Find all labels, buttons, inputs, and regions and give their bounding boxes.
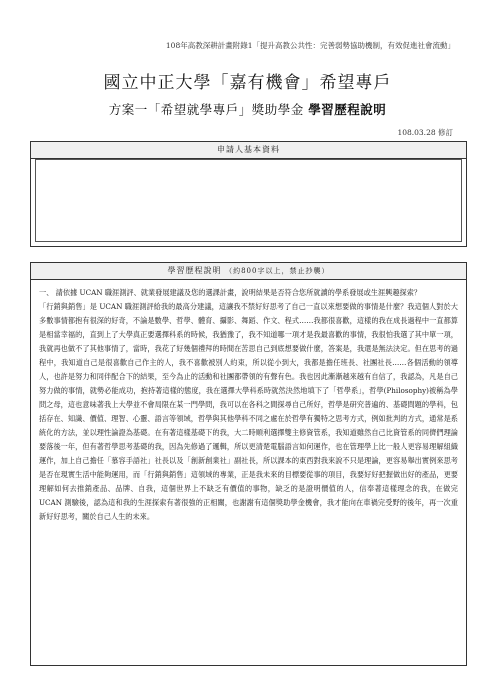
applicant-info-field[interactable] [35,159,462,242]
applicant-section [30,141,467,247]
essay-answer: 「行銷與銷售」是 UCAN 職涯測評給我的最高分建議，這讓我不禁好好思考了自己一直以來想要做的事情是什麼？我這個人對於大多數事情都抱有很深的好奇，不論是數學、哲學、體育、攝影、舞蹈、作文、程式……我都很喜歡，這樣的我在成長過程中一直都算是相當幸福的，直到上了大學真正要選擇科系的時候，我猶豫了，我不知道哪一項才是我最喜歡的事情，我很怕我選了其中單一項，我就再也做不了其他事情了，當時，我花了好幾個禮拜的時間在苦思自己到底想要做什麼，答案是，我還是無法決定。但在思考的過程中，我知道自己是很喜歡自己作主的人，我不喜歡被別人約束，所以從小到大，我都是擔任班長、社團社長……各個活動的領導人，也許是努力和同伴配合下的結果，至今為止的活動和社團都帶領的有聲有色。我也因此漸漸越來越有自信了，我認為，凡是自己努力做的事情，就勢必能成功，抱持著這樣的態度，我在選擇大學科系時就然決然地填下了「哲學系」，哲學(Philosophy)被稱為學問之母，這也意味著我上大學並不會局限在某一門學問，我可以在各科之間探尋自己所好，哲學是研究普遍的、基礎問題的學科，包括存在、知識、價值、理智、心靈、語言等領域，哲學與其他學科不同之處在於哲學有獨特之思考方式，例如批判的方式，通常是系統化的方法，並以理性論證為基礎。在有著這樣基礎下的我，大二時順利選擇雙主修資管系，我知道雖然自己比資管系的同儕們理論要落後一年，但有著哲學思考基礎的我，因為先修過了邏輯，所以更清楚電腦語言如何運作，也在管理學上比一般人更容易理解組織運作，加上自己擔任「慕容手語社」社長以及「創新創業社」副社長，所以課本的東西對我來說不只是理論，更容易舉出實例來思考是否在現實生活中能夠運用，而「行銷與銷售」這領域的專業，正是我未來的目標要從事的項目，我要好好把握做出好的產品，更要理解如何去推銷產品、品牌、自我，這個世界上不缺乏有價值的事物，缺乏的是證明價值的人，信奉著這樣理念的我，在做完 UCAN 測驗後，認為這和我的生涯探索有著很強的正相關，也謝謝有這個獎助學金機會，我才能向在車禍完受野的後年，再一次重新好好思考，關於自己人生的未來。 [39,302,458,521]
essay-body [31,280,466,528]
essay-header-title: 學習歷程說明 [167,266,222,275]
essay-section [30,262,467,666]
applicant-section-header: 申請人基本資料 [31,142,466,159]
essay-section-header [31,263,466,280]
subtitle-plain: 方案一「希望就學專戶」獎助學金 [108,102,304,117]
page-subtitle [0,100,495,118]
revision-date: 108.03.28 修訂 [397,128,453,137]
essay-question: 一、 請依據 UCAN 職涯測評、就業發展建議及您的選課計畫，說明結果是否符合您所就讀的學系發展或生涯興趣探索？ [39,288,422,297]
header-note: 108年高教深耕計畫附錄1「提升高教公共性：完善弱勢協助機制，有效促進社會流動」 [165,41,455,50]
subtitle-bold: 學習歷程說明 [308,102,387,117]
essay-header-note: （約800字以上，禁止抄襲） [225,267,330,275]
page-title: 國立中正大學「嘉有機會」希望專戶 [103,73,392,93]
